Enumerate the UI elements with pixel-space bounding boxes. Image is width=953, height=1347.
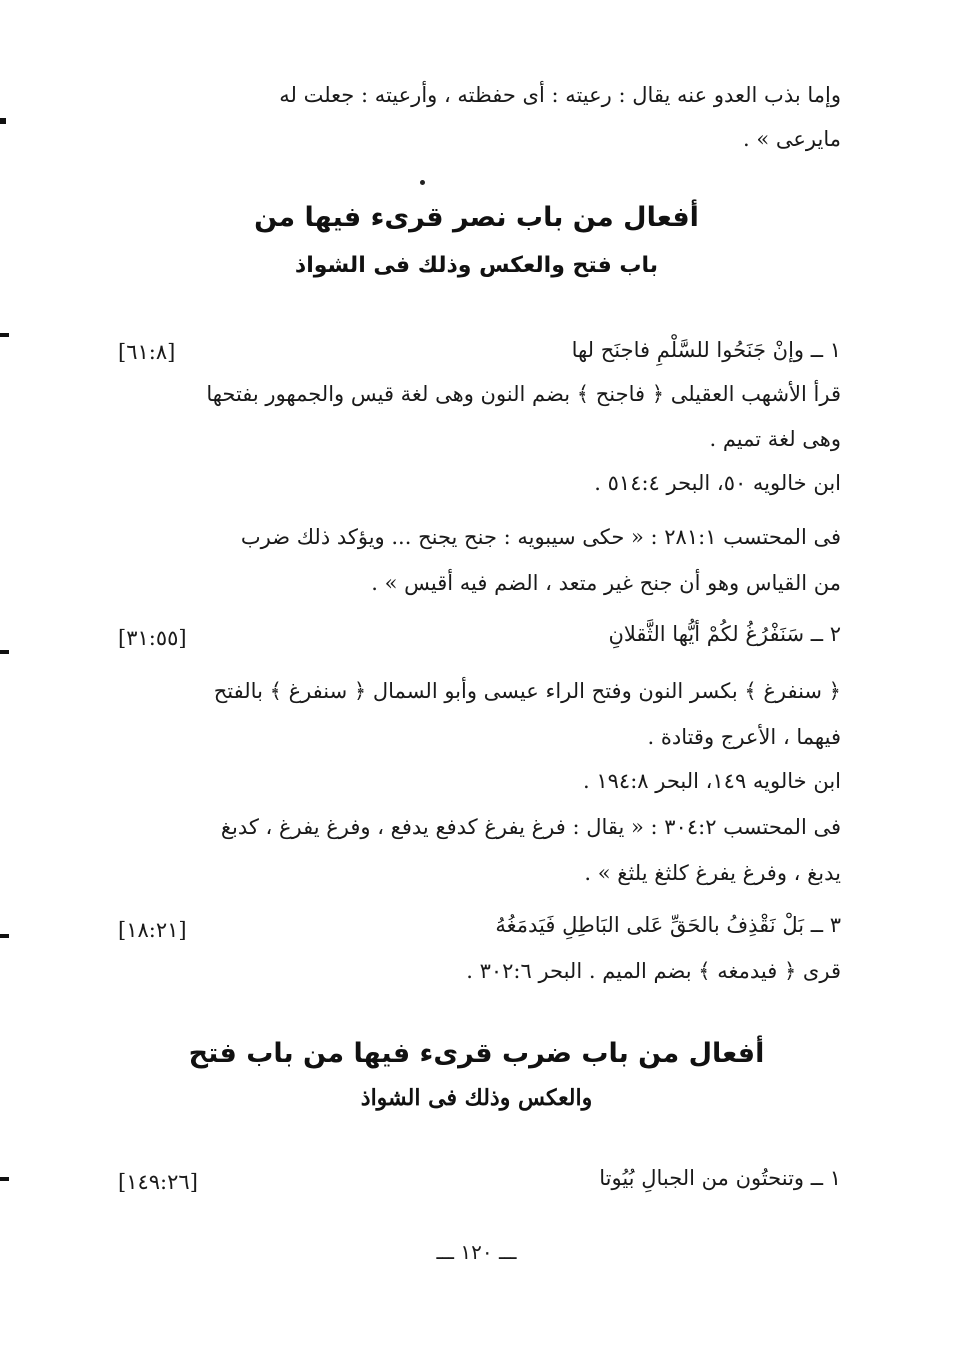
entry-1-text-2: وهى لغة تميم . xyxy=(709,427,841,451)
verse-1: ١ ــ وإنْ جَنَحُوا للسَّلْمِ فاجنَح لها xyxy=(571,338,841,362)
verse-4: ١ ــ وتنحتُون من الجبالِ بُيُوتا xyxy=(599,1166,841,1190)
entry-2-source: ابن خالويه ١٤٩، البحر ١٩٤:٨ . xyxy=(583,769,841,793)
edge-mark xyxy=(0,934,9,938)
entry-1-note-1: فى المحتسب ٢٨١:١ : « حكى سيبويه : جنح يجنح ... ويؤكد ذلك ضرب xyxy=(240,525,841,549)
section-1-title: أفعال من باب نصر قرىء فيها من xyxy=(254,202,699,233)
edge-mark xyxy=(0,118,6,124)
entry-2-note-2: يدبغ ، وفرغ يفرغ كلثغ يلثغ » . xyxy=(584,861,841,885)
verse-1-reference: [٦١:٨] xyxy=(118,340,176,364)
verse-2-reference: [٣١:٥٥] xyxy=(118,626,187,650)
edge-mark xyxy=(0,333,9,337)
verse-2: ٢ ــ سَنَفْرُغُ لكُمْ أيُّها الثَّقلانِ xyxy=(608,622,841,646)
section-2-subtitle: والعكس وذلك فى الشواذ xyxy=(360,1085,593,1111)
edge-mark xyxy=(0,650,9,654)
entry-2-note-1: فى المحتسب ٣٠٤:٢ : « يقال : فرغ يفرغ كدفع يدفع ، وفرغ يفرغ ، كدبغ xyxy=(220,815,841,839)
section-1-subtitle: باب فتح والعكس وذلك فى الشواذ xyxy=(294,253,659,278)
verse-3-reference: [١٨:٢١] xyxy=(118,918,187,942)
entry-2-text-2: فيهما ، الأعرج وقتادة . xyxy=(647,725,841,749)
entry-1-note-2: من القياس وهو أن جنح غير متعد ، الضم فيه أقيس » . xyxy=(371,571,841,595)
decorative-dot xyxy=(420,180,425,185)
page-number: ـــ ١٢٠ ـــ xyxy=(436,1240,517,1264)
section-2-title: أفعال من باب ضرب قرىء فيها من باب فتح xyxy=(188,1038,765,1069)
intro-line-1: وإما بذب العدو عنه يقال : رعيته : أى حفظته ، وأرعيته : جعلت له xyxy=(279,83,841,107)
entry-1-text-1: قرأ الأشهب العقيلى ﴿ فاجنح ﴾ بضم النون وهى لغة قيس والجمهور بفتحها xyxy=(206,382,841,406)
verse-4-reference: [١٤٩:٢٦] xyxy=(118,1170,198,1194)
intro-line-2: مايرعى » . xyxy=(743,127,841,151)
entry-1-source: ابن خالويه ٥٠، البحر ٥١٤:٤ . xyxy=(594,471,841,495)
entry-2-text-1: ﴿ سنفرغ ﴾ بكسر النون وفتح الراء عيسى وأبو السمال ﴿ سنفرغ ﴾ بالفتح xyxy=(213,679,841,703)
edge-mark xyxy=(0,1177,9,1181)
entry-3-text-1: قرى ﴿ فيدمغه ﴾ بضم الميم . البحر ٣٠٢:٦ . xyxy=(466,959,841,983)
verse-3: ٣ ــ بَلْ نَقْذِفُ بالحَقِّ عَلى البَاطِلِ فَيَدمَغُهُ xyxy=(495,913,841,937)
